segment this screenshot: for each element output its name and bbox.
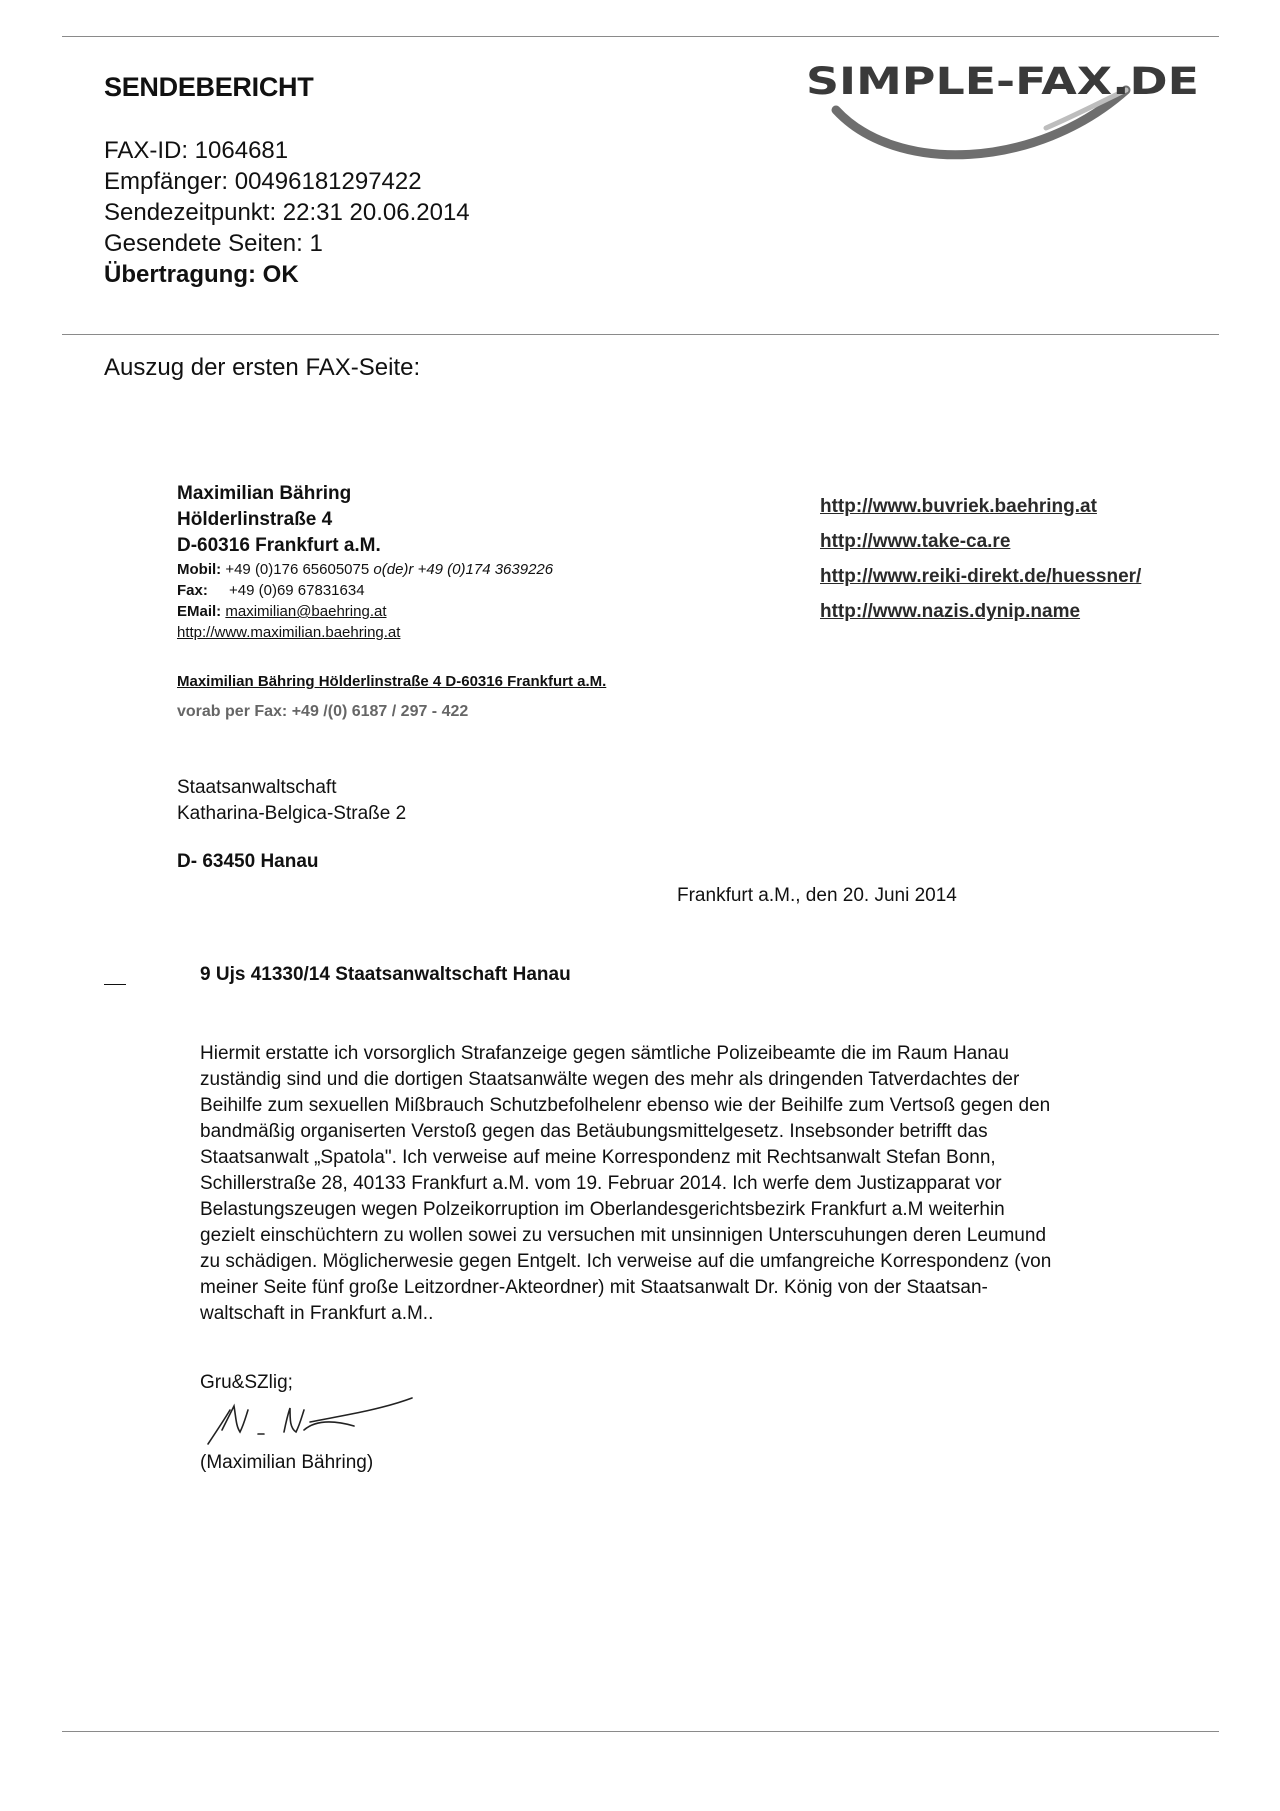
handwritten-signature [200, 1392, 430, 1452]
return-address: Maximilian Bähring Hölderlinstraße 4 D-60316 Frankfurt a.M. [177, 673, 607, 690]
email-link[interactable]: maximilian@baehring.at [225, 603, 387, 620]
pages-sent: Gesendete Seiten: 1 [104, 230, 323, 257]
fold-mark [104, 984, 126, 985]
report-details [104, 135, 470, 290]
sender-mobile [177, 559, 553, 580]
body-line: Beihilfe zum sexuellen Mißbrauch Schutzbefolhelenr ebenso wie der Beihilfe zum Vertsoß gegen den [200, 1095, 1051, 1116]
bottom-divider [62, 1731, 1219, 1732]
excerpt-label: Auszug der ersten FAX-Seite: [104, 354, 421, 381]
logo-text: SIMPLE-FAX.DE [806, 60, 1199, 103]
sender-block [177, 481, 553, 643]
transmission-status: Übertragung: OK [104, 261, 299, 288]
link-nazis-dynip[interactable]: http://www.nazis.dynip.name [820, 601, 1081, 622]
recipient-line-1: Staatsanwaltschaft [177, 777, 337, 798]
link-reiki-direkt[interactable]: http://www.reiki-direkt.de/huessner/ [820, 566, 1142, 587]
sender-fax [177, 580, 553, 601]
sender-street: Hölderlinstraße 4 [177, 509, 333, 530]
mobile-value: +49 (0)176 65605075 [225, 561, 370, 578]
letter-date: Frankfurt a.M., den 20. Juni 2014 [677, 885, 957, 906]
sender-name: Maximilian Bähring [177, 483, 352, 504]
recipient-city: D- 63450 Hanau [177, 851, 319, 872]
link-take-ca[interactable]: http://www.take-ca.re [820, 531, 1011, 552]
fax-value: +49 (0)69 67831634 [229, 582, 365, 599]
simple-fax-logo [806, 50, 1206, 160]
advance-fax-note: vorab per Fax: +49 /(0) 6187 / 297 - 422 [177, 703, 469, 720]
body-line: meiner Seite fünf große Leitzordner-Akteordner) mit Staatsanwalt Dr. König von der Staatsan- [200, 1277, 988, 1298]
sender-email [177, 601, 553, 622]
sender-city: D-60316 Frankfurt a.M. [177, 535, 381, 556]
body-line: gezielt einschüchtern zu wollen sowei zu versuchen mit unsinnigen Unterscuhungen deren Leumund [200, 1225, 1047, 1246]
letter-body [200, 1041, 1130, 1327]
middle-divider [62, 334, 1219, 335]
fax-id: FAX-ID: 1064681 [104, 137, 289, 164]
body-line: bandmäßig organiserten Verstoß gegen das Betäubungsmittelgesetz. Insebsonder betrifft das [200, 1121, 988, 1142]
top-divider [62, 36, 1219, 37]
body-line: Staatsanwalt „Spatola". Ich verweise auf meine Korrespondenz mit Rechtsanwalt Stefan Bonn, [200, 1147, 996, 1168]
email-label: EMail: [177, 603, 222, 620]
body-line: Hiermit erstatte ich vorsorglich Strafanzeige gegen sämtliche Polizeibeamte die im Raum Hanau [200, 1043, 1009, 1064]
body-line: Schillerstraße 28, 40133 Frankfurt a.M. vom 19. Februar 2014. Ich werfe dem Justizapparat vor [200, 1173, 1002, 1194]
body-line: zuständig sind und die dortigen Staatsanwälte wegen des mehr als dringenden Tatverdachtes der [200, 1069, 1020, 1090]
link-list [820, 489, 1141, 629]
letter-subject: 9 Ujs 41330/14 Staatsanwaltschaft Hanau [200, 964, 571, 985]
send-time: Sendezeitpunkt: 22:31 20.06.2014 [104, 199, 470, 226]
body-line: Belastungszeugen wegen Polzeikorruption im Oberlandesgerichtsbezirk Frankfurt a.M weiterhin [200, 1199, 1005, 1220]
recipient-address [177, 775, 406, 875]
body-line: waltschaft in Frankfurt a.M.. [200, 1303, 434, 1324]
recipient-line-2: Katharina-Belgica-Straße 2 [177, 803, 407, 824]
report-title: SENDEBERICHT [104, 72, 314, 102]
closing-salutation: Gru&SZlig; [200, 1372, 293, 1393]
signed-name: (Maximilian Bähring) [200, 1452, 374, 1473]
mobile-label: Mobil: [177, 561, 222, 578]
mobile-alt: o(de)r +49 (0)174 3639226 [373, 561, 554, 578]
body-line: zu schädigen. Möglicherwesie gegen Entgelt. Ich verweise auf die umfangreiche Korrespondenz (von [200, 1251, 1052, 1272]
fax-label: Fax: [177, 582, 208, 599]
link-buvriek[interactable]: http://www.buvriek.baehring.at [820, 496, 1097, 517]
sender-website-link[interactable]: http://www.maximilian.baehring.at [177, 624, 401, 641]
recipient-number: Empfänger: 00496181297422 [104, 168, 422, 195]
